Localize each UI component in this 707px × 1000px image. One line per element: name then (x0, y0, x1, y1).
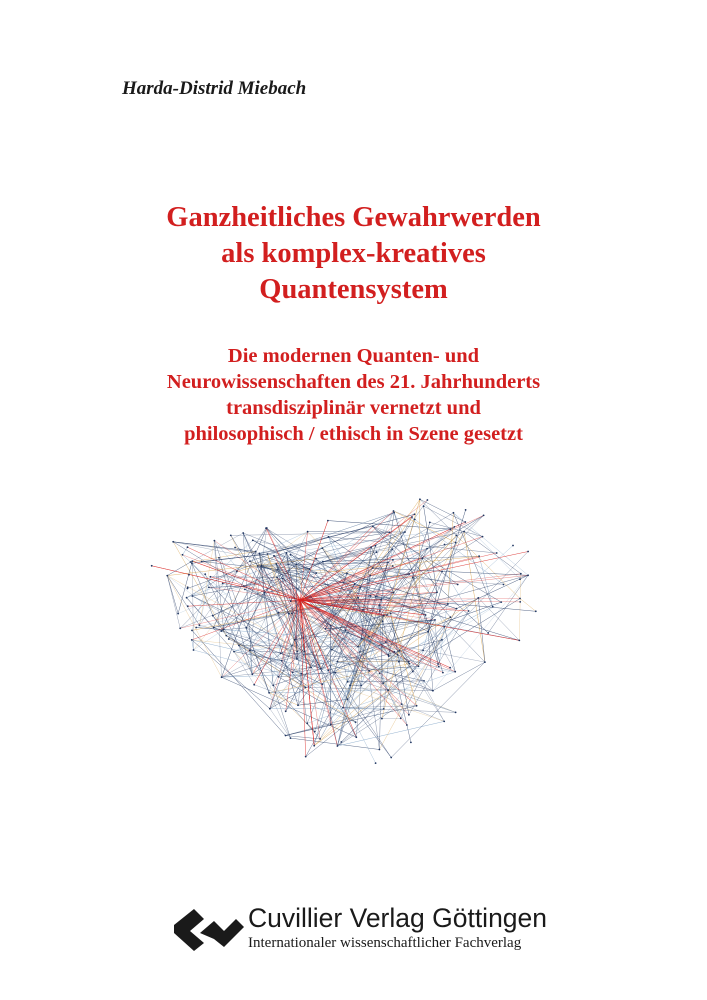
network-edge (167, 576, 180, 629)
title-line: Quantensystem (259, 274, 448, 305)
network-node (422, 650, 424, 652)
network-node (275, 563, 277, 565)
network-node (276, 577, 278, 579)
network-node (449, 667, 451, 669)
network-edge (478, 598, 485, 662)
network-node (482, 536, 484, 538)
network-node (411, 516, 413, 518)
network-node (193, 649, 195, 651)
network-node (228, 638, 230, 640)
network-edge (343, 706, 417, 708)
network-node (484, 661, 486, 663)
network-node (313, 745, 315, 747)
subtitle-line: philosophisch / ethisch in Szene gesetzt (184, 423, 523, 445)
network-node (278, 676, 280, 678)
network-node (322, 561, 324, 563)
network-node (334, 672, 336, 674)
network-node (423, 505, 425, 507)
network-node (520, 573, 522, 575)
network-node (512, 545, 514, 547)
network-node (519, 598, 521, 600)
network-node (427, 499, 429, 501)
cuvillier-logo-icon (170, 903, 248, 953)
network-node (441, 639, 443, 641)
network-node (210, 576, 212, 578)
network-node (308, 568, 310, 570)
network-node (443, 626, 445, 628)
network-node (375, 762, 377, 764)
network-node (195, 627, 197, 629)
network-node (408, 573, 410, 575)
subtitle-line: Neurowissenschaften des 21. Jahrhunderts (166, 371, 541, 393)
network-node (230, 535, 232, 537)
network-node (347, 698, 349, 700)
network-node (418, 665, 420, 667)
network-node (243, 585, 245, 587)
network-node (438, 666, 440, 668)
network-edge (519, 574, 521, 641)
network-node (263, 592, 265, 594)
network-node (388, 655, 390, 657)
subtitle-line: Die modernen Quanten- und (227, 345, 480, 367)
network-node (201, 561, 203, 563)
network-node (285, 710, 287, 712)
network-node (187, 586, 189, 588)
title-line: als komplex-kreatives (221, 238, 486, 269)
network-node (191, 562, 193, 564)
network-node (375, 596, 377, 598)
network-edge (448, 546, 513, 605)
network-node (369, 595, 371, 597)
network-node (453, 512, 455, 514)
network-node (234, 547, 236, 549)
network-node (404, 531, 406, 533)
network-node (330, 724, 332, 726)
network-node (468, 610, 470, 612)
network-node (191, 639, 193, 641)
network-node (379, 749, 381, 751)
network-node (204, 573, 206, 575)
network-node (361, 638, 363, 640)
network-node (177, 613, 179, 615)
network-edge (254, 685, 355, 722)
publisher-block (170, 903, 590, 963)
network-node (408, 661, 410, 663)
network-node (151, 565, 153, 567)
network-node (394, 651, 396, 653)
network-node (393, 592, 395, 594)
network-node (359, 587, 361, 589)
network-node (463, 531, 465, 533)
network-node (306, 722, 308, 724)
network-node (414, 513, 416, 515)
network-node (389, 532, 391, 534)
network-node (255, 551, 257, 553)
network-node (233, 651, 235, 653)
network-node (419, 498, 421, 500)
network-node (359, 651, 361, 653)
network-edge (173, 542, 259, 554)
network-node (519, 578, 521, 580)
network-node (477, 597, 479, 599)
network-node (191, 560, 193, 562)
network-node (393, 512, 395, 514)
network-node (379, 672, 381, 674)
network-node (292, 672, 294, 674)
network-node (314, 731, 316, 733)
title-line: Ganzheitliches Gewahrwerden (166, 202, 541, 233)
network-node (249, 560, 251, 562)
network-node (381, 718, 383, 720)
network-node (535, 610, 537, 612)
network-node (221, 676, 223, 678)
network-node (375, 545, 377, 547)
network-node (218, 557, 220, 559)
network-node (242, 532, 244, 534)
network-node (285, 735, 287, 737)
network-edge (283, 562, 388, 578)
network-node (369, 575, 371, 577)
network-node (444, 544, 446, 546)
network-node (249, 650, 251, 652)
network-node (487, 632, 489, 634)
network-node (434, 619, 436, 621)
network-node (187, 546, 189, 548)
network-node (337, 745, 339, 747)
network-node (286, 552, 288, 554)
network-node (259, 553, 261, 555)
network-node (454, 671, 456, 673)
network-node (455, 535, 457, 537)
network-node (368, 670, 370, 672)
book-subtitle (0, 343, 707, 447)
network-node (503, 584, 505, 586)
network-node (261, 565, 263, 567)
network-node (214, 540, 216, 542)
network-node (307, 531, 309, 533)
network-node (478, 555, 480, 557)
network-node (199, 624, 201, 626)
network-node (330, 625, 332, 627)
network-edge (444, 598, 478, 627)
network-node (188, 574, 190, 576)
network-node (315, 572, 317, 574)
network-node (399, 650, 401, 652)
network-node (500, 601, 502, 603)
network-node (349, 684, 351, 686)
network-node (272, 685, 274, 687)
network-node (450, 528, 452, 530)
network-node (245, 627, 247, 629)
network-node (304, 651, 306, 653)
network-node (382, 620, 384, 622)
network-node (383, 615, 385, 617)
network-node (212, 615, 214, 617)
network-node (423, 680, 425, 682)
network-node (390, 613, 392, 615)
network-edge (337, 721, 444, 746)
network-node (244, 589, 246, 591)
network-node (429, 522, 431, 524)
network-node (368, 636, 370, 638)
network-node (190, 561, 192, 563)
network-node (421, 557, 423, 559)
network-node (321, 683, 323, 685)
network-node (281, 660, 283, 662)
network-edge (259, 526, 372, 553)
network-node (238, 645, 240, 647)
network-node (191, 595, 193, 597)
network-node (408, 663, 410, 665)
network-edge (270, 709, 291, 738)
network-node (325, 628, 327, 630)
network-node (416, 705, 418, 707)
network-node (328, 536, 330, 538)
network-edge (269, 666, 418, 693)
network-node (414, 519, 416, 521)
network-node (327, 669, 329, 671)
network-node (290, 737, 292, 739)
network-node (408, 714, 410, 716)
network-node (268, 692, 270, 694)
book-title (0, 200, 707, 308)
network-node (527, 574, 529, 576)
network-node (191, 630, 193, 632)
network-graph-illustration (120, 472, 560, 812)
network-node (441, 571, 443, 573)
network-node (372, 567, 374, 569)
network-node (290, 554, 292, 556)
subtitle-line: transdisziplinär vernetzt und (226, 397, 481, 419)
publisher-tagline: Internationaler wissenschaftlicher Fachverlag (248, 935, 522, 951)
network-node (392, 548, 394, 550)
network-node (172, 541, 174, 543)
network-node (269, 708, 271, 710)
network-node (340, 741, 342, 743)
network-node (382, 682, 384, 684)
network-node (432, 690, 434, 692)
network-node (321, 547, 323, 549)
network-node (465, 509, 467, 511)
network-node (301, 673, 303, 675)
network-node (297, 704, 299, 706)
network-node (267, 553, 269, 555)
network-node (187, 605, 189, 607)
network-edge (167, 576, 199, 626)
network-edge (409, 611, 469, 715)
network-node (305, 756, 307, 758)
network-node (282, 578, 284, 580)
network-node (392, 565, 394, 567)
network-node (437, 663, 439, 665)
network-node (372, 526, 374, 528)
network-node (393, 510, 395, 512)
network-node (483, 515, 485, 517)
network-node (387, 562, 389, 564)
network-node (331, 649, 333, 651)
network-node (412, 577, 414, 579)
network-node (464, 521, 466, 523)
network-node (179, 627, 181, 629)
network-node (436, 591, 438, 593)
network-node (454, 526, 456, 528)
network-node (253, 684, 255, 686)
author-name: Harda-Distrid Miebach (122, 78, 307, 99)
network-node (208, 587, 210, 589)
network-node (278, 612, 280, 614)
network-node (385, 641, 387, 643)
network-node (310, 667, 312, 669)
network-node (346, 573, 348, 575)
network-node (518, 640, 520, 642)
network-node (223, 629, 225, 631)
network-node (295, 563, 297, 565)
network-node (266, 527, 268, 529)
network-node (457, 584, 459, 586)
network-node (342, 707, 344, 709)
network-node (456, 608, 458, 610)
network-node (273, 555, 275, 557)
network-edge (420, 499, 465, 522)
network-node (347, 681, 349, 683)
network-edge (328, 521, 451, 530)
network-node (296, 658, 298, 660)
network-node (290, 600, 292, 602)
network-node (378, 604, 380, 606)
network-edge (291, 738, 380, 749)
network-node (186, 597, 188, 599)
network-node (319, 738, 321, 740)
network-node (426, 548, 428, 550)
network-node (225, 635, 227, 637)
network-edge (479, 556, 493, 607)
network-edge (320, 685, 350, 739)
network-node (354, 583, 356, 585)
network-node (496, 552, 498, 554)
network-node (252, 539, 254, 541)
network-node (387, 689, 389, 691)
network-node (294, 639, 296, 641)
network-node (337, 661, 339, 663)
network-node (450, 616, 452, 618)
network-node (412, 671, 414, 673)
network-node (360, 685, 362, 687)
network-node (447, 603, 449, 605)
network-node (425, 614, 427, 616)
network-node (397, 654, 399, 656)
network-node (320, 668, 322, 670)
network-edge (444, 627, 455, 672)
network-node (443, 721, 445, 723)
network-node (392, 559, 394, 561)
network-node (222, 583, 224, 585)
network-node (220, 630, 222, 632)
network-node (398, 661, 400, 663)
network-node (406, 724, 408, 726)
network-edge (183, 547, 188, 555)
network-edge (387, 499, 420, 615)
network-node (166, 575, 168, 577)
network-node (327, 520, 329, 522)
network-node (362, 609, 364, 611)
network-node (370, 546, 372, 548)
network-edge (433, 662, 485, 691)
network-node (383, 708, 385, 710)
network-edge (453, 513, 492, 607)
network-node (390, 757, 392, 759)
network-node (257, 565, 259, 567)
network-node (288, 613, 290, 615)
network-node (355, 721, 357, 723)
network-node (213, 627, 215, 629)
network-node (357, 646, 359, 648)
network-node (251, 673, 253, 675)
network-node (296, 651, 298, 653)
network-node (400, 717, 402, 719)
network-node (519, 601, 521, 603)
network-node (442, 672, 444, 674)
network-node (355, 736, 357, 738)
network-node (345, 629, 347, 631)
network-node (527, 551, 529, 553)
network-node (376, 551, 378, 553)
network-node (492, 606, 494, 608)
network-node (401, 703, 403, 705)
network-node (304, 687, 306, 689)
network-node (280, 653, 282, 655)
network-edge (520, 599, 536, 612)
network-node (455, 542, 457, 544)
network-node (315, 558, 317, 560)
network-edge (259, 532, 389, 553)
network-node (291, 613, 293, 615)
network-node (386, 614, 388, 616)
network-node (380, 599, 382, 601)
network-node (379, 610, 381, 612)
network-node (410, 742, 412, 744)
network-node (236, 571, 238, 573)
network-node (455, 712, 457, 714)
network-node (357, 597, 359, 599)
network-node (427, 631, 429, 633)
publisher-name: Cuvillier Verlag Göttingen (248, 903, 548, 933)
network-node (182, 554, 184, 556)
